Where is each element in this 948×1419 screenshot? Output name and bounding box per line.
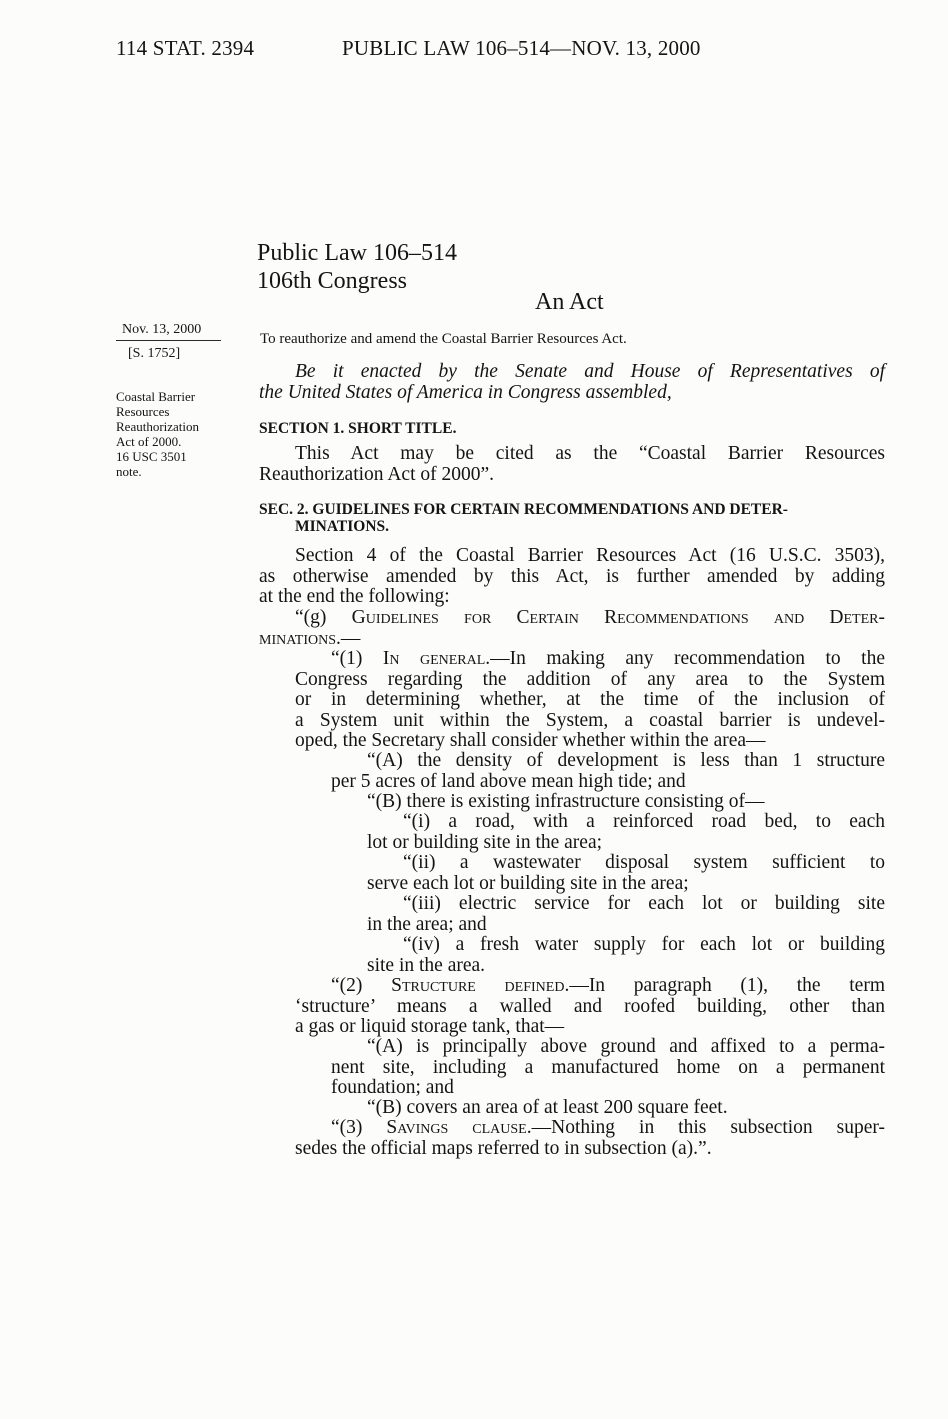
enacting-line: the United States of America in Congress assembled, — [259, 381, 672, 403]
section-1-line: Reauthorization Act of 2000”. — [259, 463, 495, 485]
section-1-heading: SECTION 1. SHORT TITLE. — [259, 420, 457, 437]
section-1-line: This Act may be cited as the “Coastal Barrier Resources — [295, 443, 885, 464]
margin-note-line: Reauthorization — [116, 419, 200, 434]
paragraph-1-line: Congress regarding the addition of any area to the System — [295, 668, 885, 690]
subsection-g-heading — [259, 608, 885, 649]
paragraph-2-open: “(2) — [331, 975, 392, 996]
paragraph-3 — [295, 1118, 885, 1159]
subsection-g-title: Guidelines for Certain Recommendations and Deter- — [351, 607, 885, 628]
paragraph-1-line: .—In making any recommendation to the — [485, 648, 885, 669]
running-title: PUBLIC LAW 106–514—NOV. 13, 2000 — [342, 36, 701, 60]
clause-line: “(i) a road, with a reinforced road bed, to each — [403, 811, 885, 832]
paragraph-3-line: .—Nothing in this subsection super- — [526, 1117, 885, 1138]
margin-note-line: Act of 2000. — [116, 434, 182, 449]
paragraph-3-line: sedes the official maps referred to in subsection (a).”. — [295, 1137, 712, 1159]
margin-date: Nov. 13, 2000 — [122, 322, 202, 337]
section-2-heading-line: MINATIONS. — [295, 518, 390, 535]
clause-line: “(A) the density of development is less than 1 structure — [367, 750, 885, 771]
stat-citation: 114 STAT. 2394 — [116, 36, 255, 60]
intro-line: at the end the following: — [259, 586, 450, 607]
subsection-g-open: “(g) — [295, 607, 352, 628]
section-2-intro — [259, 546, 885, 608]
paragraph-1-B-iv — [367, 935, 885, 976]
clause-line: “(iii) electric service for each lot or building site — [403, 893, 885, 914]
clause-line: per 5 acres of land above mean high tide; and — [331, 770, 686, 792]
margin-bill-number: [S. 1752] — [128, 346, 181, 361]
clause-line: in the area; and — [367, 913, 487, 935]
paragraph-2-line: ‘structure’ means a walled and roofed building, other than — [295, 995, 885, 1017]
paragraph-3-heading: Savings clause — [386, 1117, 527, 1138]
act-purpose: To reauthorize and amend the Coastal Barrier Resources Act. — [260, 331, 627, 347]
paragraph-1-B-i — [367, 812, 885, 853]
intro-line: as otherwise amended by this Act, is further amended by adding — [259, 565, 885, 587]
enacting-clause — [259, 362, 885, 403]
paragraph-2-heading: Structure defined — [391, 975, 565, 996]
paragraph-2 — [295, 976, 885, 1038]
clause-line: “(A) is principally above ground and affixed to a perma- — [367, 1036, 885, 1057]
paragraph-1-line: or in determining whether, at the time of the inclusion of — [295, 689, 885, 710]
paragraph-1-line: oped, the Secretary shall consider whether within the area— — [295, 730, 766, 751]
paragraph-2-line: .—In paragraph (1), the term — [564, 975, 885, 996]
congress-number: 106th Congress — [257, 268, 407, 294]
clause-line: serve each lot or building site in the area; — [367, 872, 689, 894]
clause-line: nent site, including a manufactured home on a permanent — [331, 1056, 885, 1078]
clause-line: “(iv) a fresh water supply for each lot or building — [403, 934, 885, 955]
margin-note-line: Coastal Barrier — [116, 389, 196, 404]
margin-note-line: 16 USC 3501 — [116, 449, 187, 464]
intro-line: Section 4 of the Coastal Barrier Resources Act (16 U.S.C. 3503), — [295, 545, 885, 566]
paragraph-3-open: “(3) — [331, 1117, 387, 1138]
paragraph-1-A — [331, 751, 885, 792]
paragraph-2-B: “(B) covers an area of at least 200 square feet. — [367, 1097, 728, 1118]
paragraph-2-line: a gas or liquid storage tank, that— — [295, 1016, 565, 1037]
enacting-line: Be it enacted by the Senate and House of Representatives of — [295, 361, 885, 382]
clause-line: lot or building site in the area; — [367, 831, 603, 853]
margin-note-line: Resources — [116, 404, 170, 419]
act-heading: An Act — [535, 289, 604, 315]
subsection-g-dash: .— — [336, 627, 361, 649]
law-number: Public Law 106–514 — [257, 240, 457, 266]
clause-line: site in the area. — [367, 954, 486, 976]
section-2-heading-line: SEC. 2. GUIDELINES FOR CERTAIN RECOMMENDATIONS AND DETER- — [259, 501, 788, 518]
paragraph-2-A — [331, 1037, 885, 1099]
paragraph-1 — [295, 649, 885, 752]
margin-divider — [116, 340, 221, 341]
paragraph-1-heading: In general — [382, 648, 486, 669]
paragraph-1-B: “(B) there is existing infrastructure consisting of— — [367, 791, 765, 812]
paragraph-1-open: “(1) — [331, 648, 383, 669]
margin-note-line: note. — [116, 464, 142, 479]
clause-line: “(ii) a wastewater disposal system sufficient to — [403, 852, 885, 873]
paragraph-1-B-iii — [367, 894, 885, 935]
clause-line: foundation; and — [331, 1077, 454, 1098]
paragraph-1-line: a System unit within the System, a coastal barrier is undevel- — [295, 709, 885, 731]
paragraph-1-B-ii — [367, 853, 885, 894]
subsection-g-title-cont: minations — [259, 627, 336, 649]
section-1-text — [259, 444, 885, 485]
